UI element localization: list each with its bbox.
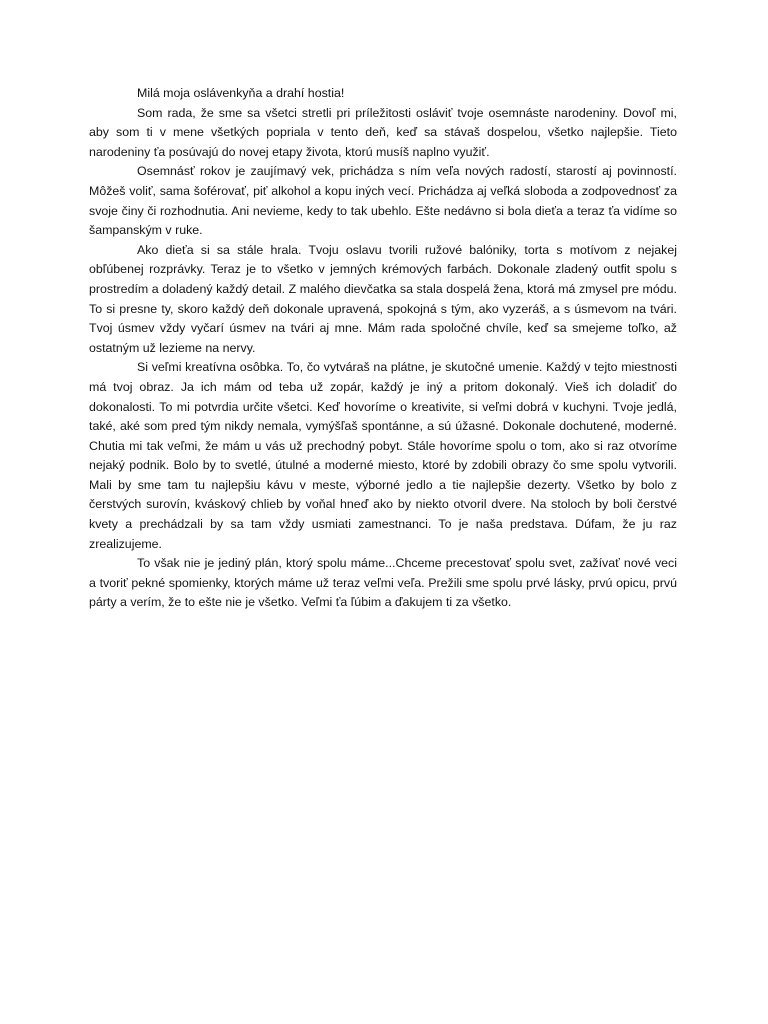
paragraph-creativity: Si veľmi kreatívna osôbka. To, čo vytváraš na plátne, je skutočné umenie. Každý v tejto miestnosti má tvoj obraz. Ja ich mám od teba už zopár, každý je iný a pritom dokonalý. Vieš ich doladiť do dokonalosti. To mi potvrdia určite všetci. Keď hovoríme o kreativite, si veľmi dobrá v kuchyni. Tvoje jedlá, také, aké som pred tým nikdy nemala, vymýšľaš spontánne, a sú úžasné. Dokonale dochutené, moderné. Chutia mi tak veľmi, že mám u vás už prechodný pobyt. Stále hovoríme spolu o tom, ako si raz otvoríme nejaký podnik. Bolo by to svetlé, útulné a moderné miesto, ktoré by zdobili obrazy čo sme spolu vytvorili. Mali by sme tam tu najlepšiu kávu v meste, výborné jedlo a tie najlepšie dezerty. Všetko by bolo z čerstvých surovín, kváskový chlieb by voňal hneď ako by niekto otvoril dvere. Na stoloch by boli čerstvé kvety a prechádzali by sa tam vždy usmiati zamestnanci. To je naša predstava. Dúfam, že ju raz zrealizujeme.	[89, 360, 677, 551]
paragraph-intro: Som rada, že sme sa všetci stretli pri príležitosti osláviť tvoje osemnáste narodeniny. Dovoľ mi, aby som ti v mene všetkých popriala v tento deň, keď sa stávaš dospelou, všetko najlepšie. Tieto narodeniny ťa posúvajú do novej etapy života, ktorú musíš naplno využiť.	[89, 105, 677, 159]
paragraph-eighteen-years: Osemnásť rokov je zaujímavý vek, prichádza s ním veľa nových radostí, starostí aj povinností. Môžeš voliť, sama šoférovať, piť alkohol a kopu iných vecí. Prichádza aj veľká sloboda a zodpovednosť za svoje činy či rozhodnutia. Ani nevieme, kedy to tak ubehlo. Ešte nedávno si bola dieťa a teraz ťa vidíme so šampanským v ruke.	[89, 164, 677, 238]
paragraph-childhood: Ako dieťa si sa stále hrala. Tvoju oslavu tvorili ružové balóniky, torta s motívom z nejakej obľúbenej rozprávky. Teraz je to všetko v jemných krémových farbách. Dokonale zladený outfit spolu s prostredím a doladený každý detail. Z malého dievčatka sa stala dospelá žena, ktorá má zmysel pre módu. To si presne ty, skoro každý deň dokonale upravená, spokojná s tým, ako vyzeráš, a s úsmevom na tvári. Tvoj úsmev vždy vyčarí úsmev na tvári aj mne. Mám rada spoločné chvíle, keď sa smejeme toľko, až ostatným už lezieme na nervy.	[89, 242, 677, 355]
greeting-line: Milá moja oslávenkyňa a drahí hostia!	[137, 86, 345, 100]
speech-text	[89, 84, 677, 613]
paragraph-plans: To však nie je jediný plán, ktorý spolu máme...Chceme precestovať spolu svet, zažívať nové veci a tvoriť pekné spomienky, ktorých máme už teraz veľmi veľa. Prežili sme spolu prvé lásky, prvú opicu, prvú párty a verím, že to ešte nie je všetko. Veľmi ťa ľúbim a ďakujem ti za všetko.	[89, 556, 677, 610]
